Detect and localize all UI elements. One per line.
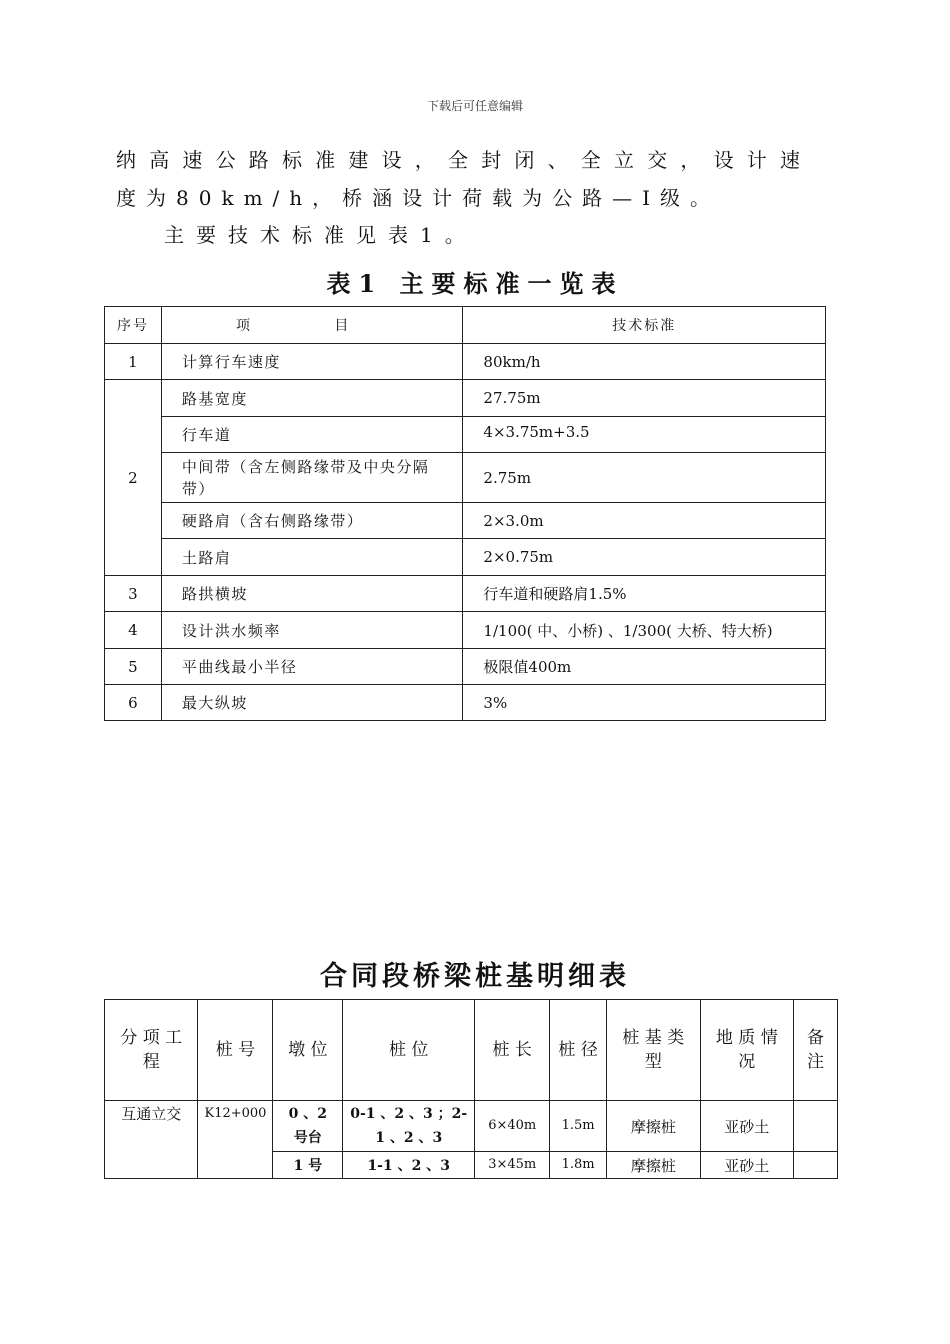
row-project: 互通立交 <box>105 1101 198 1179</box>
row-value: 1/100( 中、小桥) 、1/300( 大桥、特大桥) <box>463 612 826 649</box>
header-position: 桩 位 <box>343 1000 475 1101</box>
pile-detail-table <box>104 999 838 1179</box>
row-value: 80km/h <box>463 344 826 380</box>
row-value: 行车道和硬路肩1.5% <box>463 576 826 612</box>
row-item: 计算行车速度 <box>161 344 463 380</box>
paragraph-line-1: 纳高速公路标准建设，全封闭、全立交，设计速 <box>116 148 814 172</box>
row-item: 最大纵坡 <box>161 685 463 721</box>
row-no: 3 <box>105 576 162 612</box>
row-value: 4×3.75m+3.5 <box>463 417 826 453</box>
row-item: 行车道 <box>161 417 463 453</box>
table-row <box>105 417 826 453</box>
row-no: 6 <box>105 685 162 721</box>
row-geology: 亚砂土 <box>700 1152 793 1179</box>
row-value: 27.75m <box>463 380 826 417</box>
row-diameter: 1.8m <box>550 1152 607 1179</box>
header-diameter: 桩 径 <box>550 1000 607 1101</box>
header-geology: 地 质 情 况 <box>700 1000 793 1101</box>
row-value: 2×0.75m <box>463 539 826 576</box>
header-remark: 备 注 <box>794 1000 838 1101</box>
row-item: 平曲线最小半径 <box>161 649 463 685</box>
row-no: 1 <box>105 344 162 380</box>
row-no: 2 <box>105 380 162 576</box>
row-geology: 亚砂土 <box>700 1101 793 1152</box>
row-remark <box>794 1152 838 1179</box>
table1-title: 表1 主要标准一览表 <box>326 269 624 298</box>
row-position: 0-1 、2 、3 ；2-1 、2 、3 <box>343 1101 475 1152</box>
row-pier: 1 号 <box>273 1152 343 1179</box>
paragraph-line-3: 主要技术标准见表1。 <box>164 223 477 247</box>
row-value: 极限值400m <box>463 649 826 685</box>
row-no: 4 <box>105 612 162 649</box>
row-value: 2.75m <box>463 453 826 503</box>
row-item: 设计洪水频率 <box>161 612 463 649</box>
table-row <box>105 685 826 721</box>
table-row <box>105 380 826 417</box>
header-pier: 墩 位 <box>273 1000 343 1101</box>
row-pier: 0 、2 号台 <box>273 1101 343 1152</box>
header-no: 序号 <box>105 307 162 344</box>
header-standard: 技术标准 <box>463 307 826 344</box>
page-header: 下载后可任意编辑 <box>426 99 523 113</box>
header-length: 桩 长 <box>475 1000 550 1101</box>
row-position: 1-1 、2 、3 <box>343 1152 475 1179</box>
table2-title: 合同段桥梁桩基明细表 <box>320 961 630 992</box>
row-length: 6×40m <box>475 1101 550 1152</box>
row-value: 2×3.0m <box>463 503 826 539</box>
table-header-row <box>105 307 826 344</box>
row-no: 5 <box>105 649 162 685</box>
table-row <box>105 344 826 380</box>
table-row <box>105 649 826 685</box>
row-remark <box>794 1101 838 1152</box>
table-header-row <box>105 1000 838 1101</box>
row-pile-no: K12+000 <box>198 1101 273 1179</box>
row-item: 路基宽度 <box>161 380 463 417</box>
row-length: 3×45m <box>475 1152 550 1179</box>
table-row <box>105 576 826 612</box>
header-pile-no: 桩 号 <box>198 1000 273 1101</box>
row-diameter: 1.5m <box>550 1101 607 1152</box>
table-row <box>105 453 826 503</box>
row-item: 中间带（含左侧路缘带及中央分隔带） <box>161 453 463 503</box>
header-project: 分 项 工 程 <box>105 1000 198 1101</box>
row-type: 摩擦桩 <box>607 1101 700 1152</box>
standards-table <box>104 306 826 721</box>
table-row <box>105 1101 838 1152</box>
row-item: 硬路肩（含右侧路缘带） <box>161 503 463 539</box>
table-row <box>105 503 826 539</box>
header-item: 项 目 <box>161 307 463 344</box>
table-row <box>105 539 826 576</box>
row-value: 3% <box>463 685 826 721</box>
row-item: 路拱横坡 <box>161 576 463 612</box>
row-type: 摩擦桩 <box>607 1152 700 1179</box>
row-item: 土路肩 <box>161 539 463 576</box>
header-type: 桩 基 类 型 <box>607 1000 700 1101</box>
table-row <box>105 612 826 649</box>
paragraph-line-2: 度为80km/h，桥涵设计荷载为公路—Ⅰ级。 <box>116 186 721 210</box>
